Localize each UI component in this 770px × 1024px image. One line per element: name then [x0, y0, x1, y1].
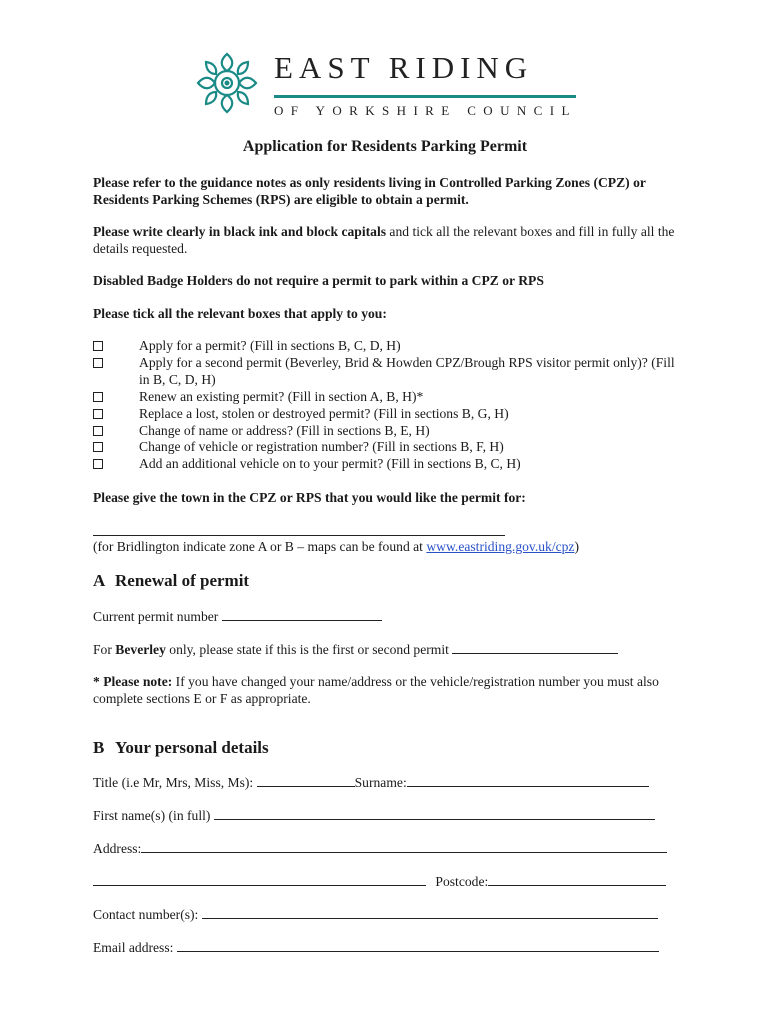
option-checkbox[interactable] [93, 392, 103, 402]
section-b-title: Your personal details [115, 738, 269, 757]
contact-input[interactable] [202, 905, 658, 919]
option-label: Replace a lost, stolen or destroyed permit? (Fill in sections B, G, H) [139, 405, 509, 421]
section-a-title: Renewal of permit [115, 571, 250, 590]
guidance-text: Please refer to the guidance notes as only residents living in Controlled Parking Zones (CPZ) or Residents Parking Schemes (RPS) are eligible to obtain a permit. [93, 175, 646, 207]
firstname-label: First name(s) (in full) [93, 808, 211, 823]
town-note [93, 539, 579, 555]
option-checkbox[interactable] [93, 409, 103, 419]
beverley-prefix: For [93, 642, 116, 657]
postcode-input[interactable] [488, 872, 666, 886]
address-input[interactable] [141, 839, 667, 853]
current-permit-label: Current permit number [93, 609, 219, 624]
surname-label: Surname: [354, 775, 407, 790]
contact-row [93, 905, 658, 923]
section-b-letter: B [93, 738, 105, 757]
option-checkbox[interactable] [93, 426, 103, 436]
beverley-permit-input[interactable] [452, 640, 618, 654]
option-row [93, 338, 683, 355]
cpz-maps-link[interactable]: www.eastriding.gov.uk/cpz [426, 539, 575, 554]
disabled-badge-note: Disabled Badge Holders do not require a permit to park within a CPZ or RPS [93, 273, 544, 288]
section-b-heading [93, 738, 269, 758]
option-label: Apply for a second permit (Beverley, Brid & Howden CPZ/Brough RPS visitor permit only)? (Fill in B, C, D, H) [139, 354, 675, 387]
title-surname-row [93, 773, 649, 791]
write-instruction-rest: and tick all the relevant boxes and fill in fully all the details requested. [93, 224, 675, 256]
option-row [93, 456, 683, 473]
current-permit-input[interactable] [222, 607, 382, 621]
town-input-line[interactable] [93, 522, 505, 536]
write-instruction-bold: Please write clearly in black ink and block capitals [93, 224, 387, 239]
option-label: Renew an existing permit? (Fill in section A, B, H)* [139, 388, 424, 404]
email-row [93, 938, 659, 956]
beverley-row [93, 640, 618, 658]
option-label: Add an additional vehicle on to your permit? (Fill in sections B, C, H) [139, 456, 521, 472]
option-label: Change of vehicle or registration number? (Fill in sections B, F, H) [139, 439, 504, 455]
renewal-note-bold: * Please note: [93, 674, 173, 689]
options-list [93, 338, 683, 473]
title-label: Title (i.e Mr, Mrs, Miss, Ms): [93, 775, 254, 790]
write-instruction [93, 223, 678, 257]
option-row [93, 355, 683, 389]
brand-name: EAST RIDING [274, 50, 534, 85]
option-row [93, 389, 683, 406]
option-checkbox[interactable] [93, 459, 103, 469]
town-note-before: (for Bridlington indicate zone A or B – maps can be found at [93, 539, 427, 554]
brand-divider [274, 95, 576, 98]
option-label: Change of name or address? (Fill in sections B, E, H) [139, 422, 430, 438]
contact-label: Contact number(s): [93, 907, 199, 922]
postcode-label: Postcode: [435, 874, 489, 889]
option-checkbox[interactable] [93, 358, 103, 368]
section-a-heading [93, 571, 249, 591]
option-row [93, 439, 683, 456]
page-title: Application for Residents Parking Permit [242, 138, 528, 155]
option-checkbox[interactable] [93, 341, 103, 351]
firstname-row [93, 806, 655, 824]
renewal-note-rest: If you have changed your name/address or the vehicle/registration number you must also complete sections E or F as appropriate. [93, 674, 659, 706]
option-checkbox[interactable] [93, 442, 103, 452]
section-a-letter: A [93, 571, 106, 590]
option-label: Apply for a permit? (Fill in sections B, C, D, H) [139, 338, 401, 353]
surname-input[interactable] [407, 773, 649, 787]
beverley-bold: Beverley [115, 642, 166, 657]
brand-subtitle: OF YORKSHIRE COUNCIL [274, 103, 577, 118]
option-row [93, 406, 683, 423]
beverley-rest: only, please state if this is the first or second permit [165, 642, 449, 657]
address-postcode-row [93, 872, 666, 890]
renewal-note [93, 673, 678, 707]
address-row [93, 839, 667, 857]
option-row [93, 423, 683, 440]
email-input[interactable] [177, 938, 659, 952]
email-label: Email address: [93, 940, 174, 955]
tick-prompt: Please tick all the relevant boxes that apply to you: [93, 306, 387, 321]
title-input[interactable] [257, 773, 355, 787]
firstname-input[interactable] [214, 806, 655, 820]
current-permit-row [93, 607, 382, 625]
town-prompt: Please give the town in the CPZ or RPS that you would like the permit for: [93, 490, 526, 505]
address-line-2-input[interactable] [93, 872, 426, 886]
rose-emblem-icon [194, 50, 260, 116]
town-note-after: ) [574, 539, 580, 554]
address-label: Address: [93, 841, 142, 856]
